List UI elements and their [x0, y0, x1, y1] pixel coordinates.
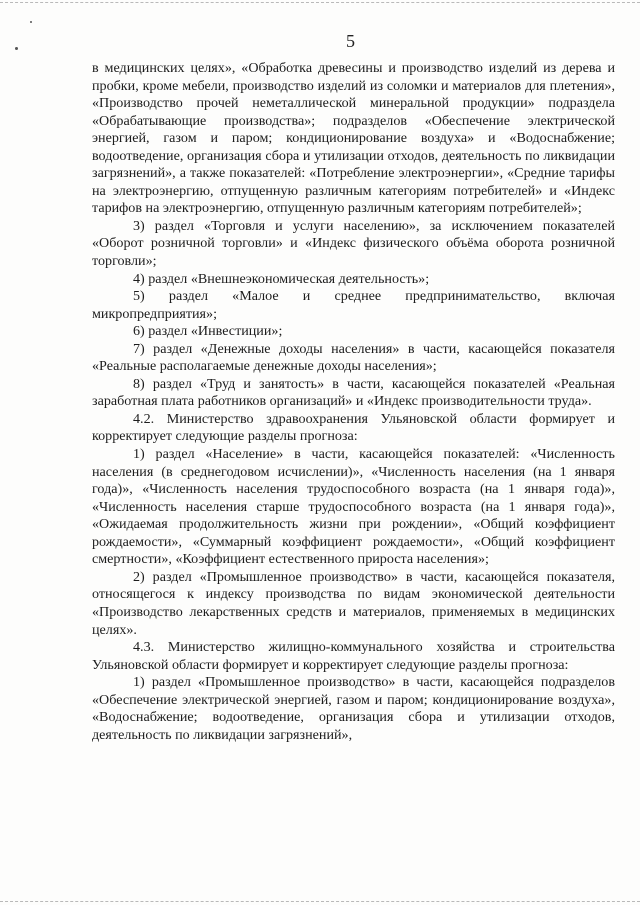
scan-edge-top: [0, 2, 640, 3]
scan-edge-bottom: [0, 901, 640, 902]
scan-speck: [15, 47, 18, 50]
page-number: 5: [346, 31, 355, 51]
paragraph: 4.2. Министерство здравоохранения Ульяновской области формирует и корректирует следующие разделы прогноза:: [92, 410, 615, 445]
paragraph: в медицинских целях», «Обработка древесины и производство изделий из дерева и пробки, кроме мебели, производство изделий из соломки и материалов для плетения», «Производство прочей неметаллической минеральной продукции» подраздела «Обрабатывающие производства»; подразделов «Обеспечение электрической энергией, газом и паром; кондиционирование воздуха» и «Водоснабжение; водоотведение, организация сбора и утилизации отходов, деятельность по ликвидации загрязнений», а также показателей: «Потребление электроэнергии», «Средние тарифы на электроэнергию, отпущенную различным категориям потребителей» и «Индекс тарифов на электроэнергию, отпущенную различным категориям потребителей»;: [92, 60, 615, 217]
paragraph: 6) раздел «Инвестиции»;: [133, 323, 283, 340]
paragraph: 4) раздел «Внешнеэкономическая деятельность»;: [133, 270, 430, 287]
paragraph: 8) раздел «Труд и занятость» в части, касающейся показателей «Реальная заработная плата работников организаций» и «Индекс производительности труда».: [92, 375, 615, 410]
paragraph: 4.3. Министерство жилищно-коммунального хозяйства и строительства Ульяновской области формирует и корректирует следующие разделы прогноза:: [92, 639, 615, 673]
paragraph: 1) раздел «Население» в части, касающейся показателей: «Численность населения (в среднегодовом исчислении)», «Численность населения (на 1 января года)», «Численность населения трудоспособного возраста (на 1 января года)», «Численность населения старше трудоспособного возраста (на 1 января года)», «Ожидаемая продолжительность жизни при рождении», «Общий коэффициент рождаемости», «Суммарный коэффициент рождаемости», «Общий коэффициент смертности», «Коэффициент естественного прироста населения»;: [92, 446, 615, 568]
paragraph: 5) раздел «Малое и среднее предпринимательство, включая микропредприятия»;: [92, 288, 615, 322]
paragraph: 3) раздел «Торговля и услуги населению», за исключением показателей «Оборот розничной торговли» и «Индекс физического объёма оборота розничной торговли»;: [92, 217, 615, 270]
paragraph: 7) раздел «Денежные доходы населения» в части, касающейся показателя «Реальные располагаемые денежные доходы населения»;: [92, 340, 615, 375]
scan-speck: [30, 21, 32, 23]
paragraph: 2) раздел «Промышленное производство» в части, касающейся показателя, относящегося к индексу производства по видам экономической деятельности «Производство лекарственных средств и материалов, применяемых в медицинских целях».: [92, 568, 615, 638]
paragraph: 1) раздел «Промышленное производство» в части, касающейся подразделов «Обеспечение электрической энергией, газом и паром; кондиционирование воздуха», «Водоснабжение; водоотведение, организация сбора и утилизации отходов, деятельность по ликвидации загрязнений»,: [92, 674, 615, 743]
document-body: [92, 60, 615, 744]
